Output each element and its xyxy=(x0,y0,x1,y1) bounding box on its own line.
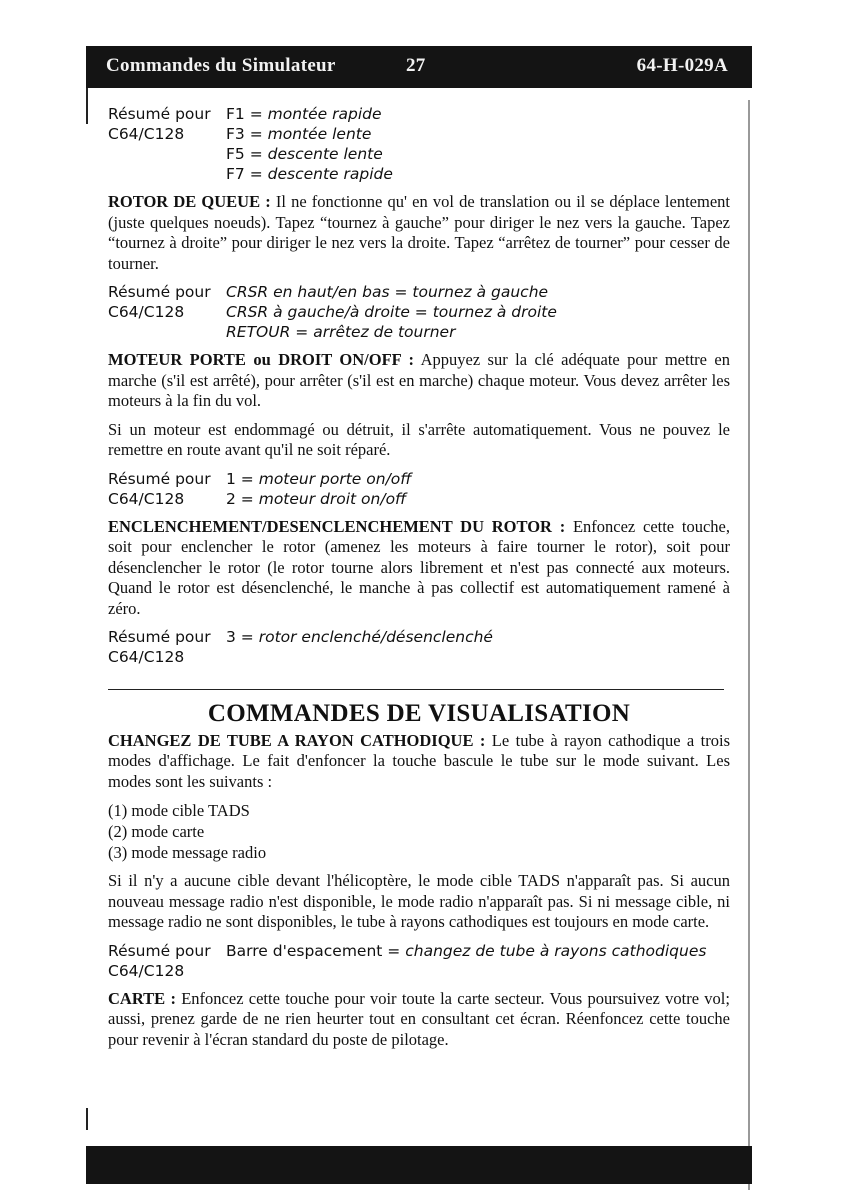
paragraph-tube: CHANGEZ DE TUBE A RAYON CATHODIQUE : Le tube à rayon cathodique a trois modes d'affichage. Le fait d'enfoncer la touche bascule le tube sur le mode suivant. Les modes sont les suivants : xyxy=(108,730,730,791)
summary-entry: F7 = descente rapide xyxy=(226,165,393,183)
summary-entry: F5 = descente lente xyxy=(226,145,383,163)
section-title: COMMANDES DE VISUALISATION xyxy=(207,700,631,727)
section-divider xyxy=(108,689,724,690)
summary-block-f-keys xyxy=(108,104,730,184)
margin-rule xyxy=(748,100,750,1190)
summary-entry: Barre d'espacement = changez de tube à rayons cathodiques xyxy=(226,941,707,960)
summary-platform: C64/C128 xyxy=(108,125,185,143)
summary-entry: 1 = moteur porte on/off xyxy=(226,469,412,488)
summary-platform: C64/C128 xyxy=(108,648,185,666)
page-header xyxy=(86,46,752,88)
summary-label: Résumé pour xyxy=(108,628,211,646)
summary-platform: C64/C128 xyxy=(108,961,185,980)
document-code: 64-H-029A xyxy=(636,55,728,76)
paragraph-tube-detail: Si il n'y a aucune cible devant l'hélicoptère, le mode cible TADS n'apparaît pas. Si aucun nouveau message radio n'est disponible, le mode radio n'apparaît pas. Si ni message cible, ni message radio ne sont disponibles, le tube à rayons cathodiques est toujours en mode carte. xyxy=(108,871,730,931)
summary-entry: 3 = rotor enclenché/désenclenché xyxy=(226,628,493,646)
summary-block-moteur xyxy=(108,469,730,509)
summary-platform: C64/C128 xyxy=(108,489,185,508)
summary-label: Résumé pour xyxy=(108,941,211,960)
header-title: Commandes du Simulateur xyxy=(106,55,336,76)
summary-block-rotor xyxy=(108,282,730,342)
summary-entry: CRSR en haut/en bas = tournez à gauche xyxy=(226,283,549,301)
summary-entry: CRSR à gauche/à droite = tournez à droite xyxy=(226,303,557,321)
paragraph-carte: CARTE : Enfoncez cette touche pour voir toute la carte secteur. Vous poursuivez votre vol; aussi, prenez garde de ne rien heurter tout en consultant cet écran. Réenfoncez cette touche pour revenir à l'écran standard du poste de pilotage. xyxy=(108,988,730,1049)
summary-entry: F3 = montée lente xyxy=(226,125,372,143)
page-footer-bar xyxy=(86,1146,752,1184)
summary-entry: 2 = moteur droit on/off xyxy=(226,489,407,508)
paragraph-enclenchement: ENCLENCHEMENT/DESENCLENCHEMENT DU ROTOR : Enfoncez cette touche, soit pour enclencher le rotor (amenez les moteurs à faire tourner le rotor), soit pour désenclencher le rotor (le rotor tourne alors librement et n'est pas connecté aux moteurs. Quand le rotor est désenclenché, le manche à pas collectif est automatiquement ramené à zéro. xyxy=(108,516,730,618)
list-item: (2) mode carte xyxy=(108,822,205,841)
page-number: 27 xyxy=(406,55,426,76)
summary-label: Résumé pour xyxy=(108,105,211,123)
paragraph-moteur-detail: Si un moteur est endommagé ou détruit, il s'arrête automatiquement. Vous ne pouvez le remettre en route avant qu'il ne soit réparé. xyxy=(108,419,730,459)
summary-block-tube xyxy=(108,941,730,981)
margin-rule xyxy=(86,1108,88,1130)
page-content xyxy=(108,104,730,1058)
mode-list xyxy=(108,800,730,863)
summary-label: Résumé pour xyxy=(108,469,211,488)
summary-label: Résumé pour xyxy=(108,283,211,301)
list-item: (1) mode cible TADS xyxy=(108,801,250,820)
summary-entry: F1 = montée rapide xyxy=(226,105,382,123)
summary-block-enclenchement xyxy=(108,627,730,667)
summary-entry: RETOUR = arrêtez de tourner xyxy=(226,323,456,341)
list-item: (3) mode message radio xyxy=(108,843,267,862)
paragraph-rotor-queue: ROTOR DE QUEUE : Il ne fonctionne qu' en vol de translation ou il se déplace lentement (juste quelques noeuds). Tapez “tournez à gauche” pour diriger le nez vers la gauche. Tapez “tournez à droite” pour diriger le nez vers la droite. Tapez “arrêtez de tourner” pour cesser de tourner. xyxy=(108,192,730,273)
paragraph-moteur: MOTEUR PORTE ou DROIT ON/OFF : Appuyez sur la clé adéquate pour mettre en marche (s'il est arrêté), pour arrêter (s'il est en marche) chaque moteur. Vous devez arrêter les moteurs à la fin du vol. xyxy=(108,350,730,410)
summary-platform: C64/C128 xyxy=(108,303,185,321)
margin-rule xyxy=(86,88,88,124)
